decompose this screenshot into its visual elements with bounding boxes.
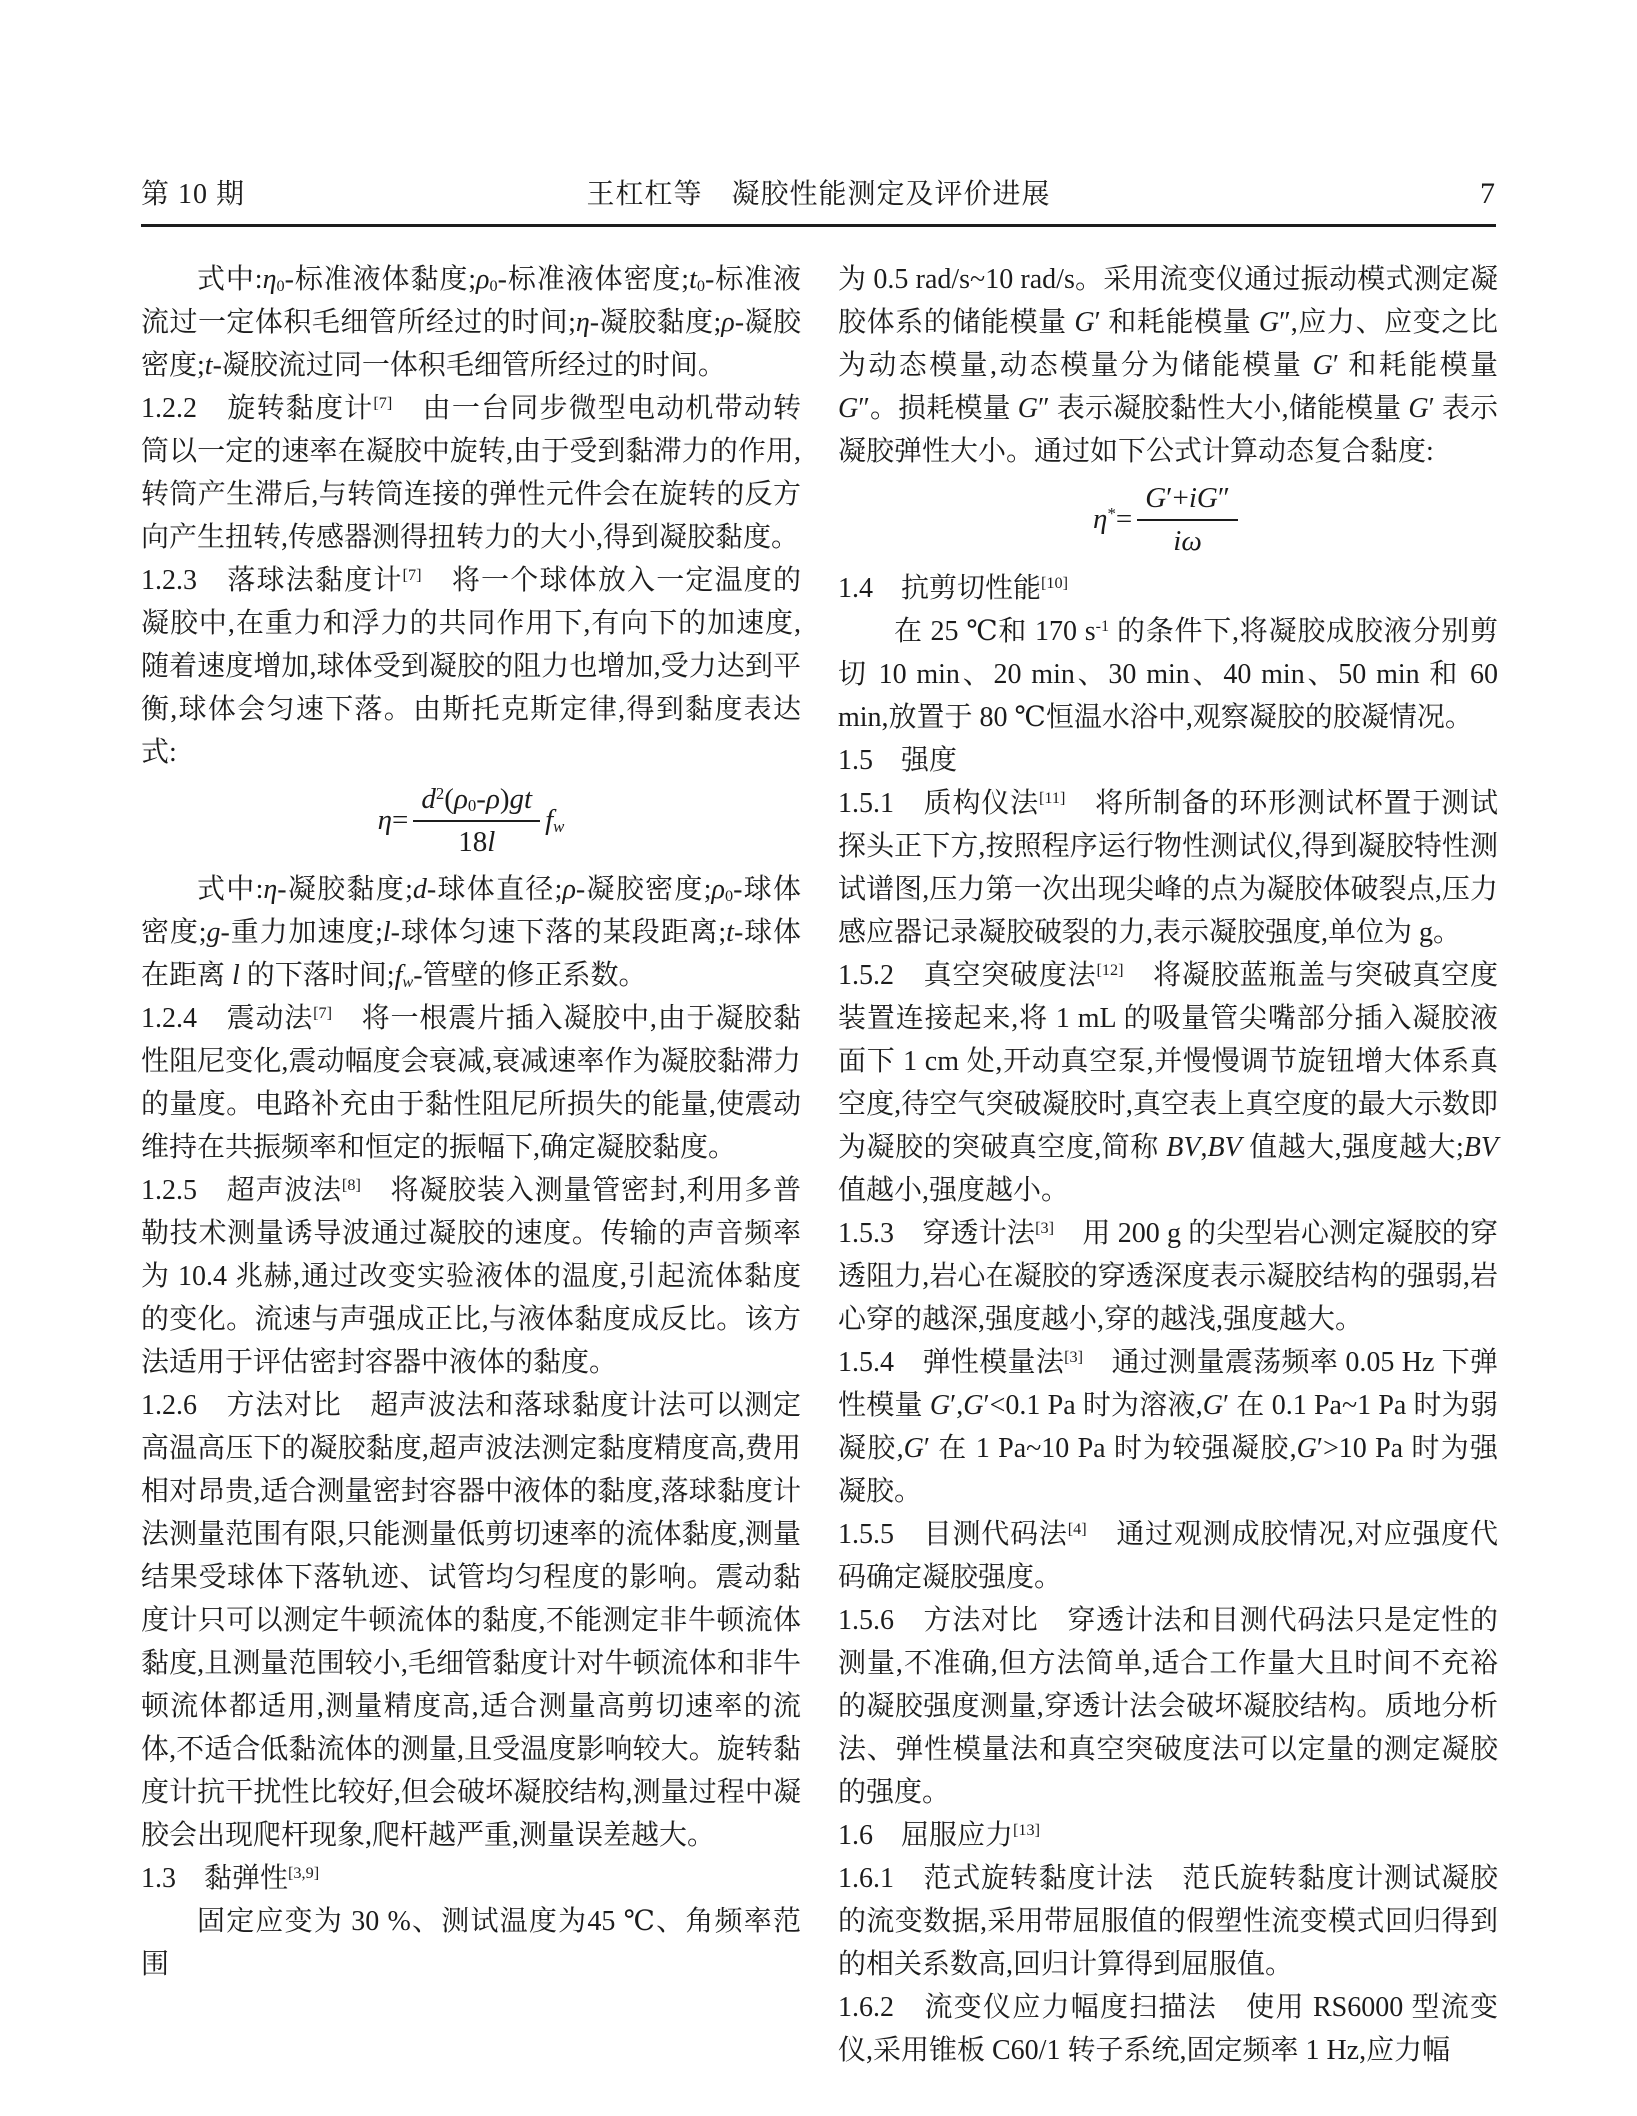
stokes-viscosity-formula xyxy=(141,782,801,860)
complex-viscosity-formula xyxy=(838,481,1498,559)
left-column xyxy=(141,258,801,2072)
para-viscoelasticity-continued: 为 0.5 rad/s~10 rad/s。采用流变仪通过振动模式测定凝胶体系的储能模量 G′ 和耗能模量 G″,应力、应变之比为动态模量,动态模量分为储能模量 G′ 和耗能模量 G″。损耗模量 G″ 表示凝胶黏性大小,储能模量 G′ 表示凝胶弹性大小。通过如下公式计算动态复合黏度: xyxy=(838,264,1498,467)
section-1-5-1-texture-analyzer: 1.5.1 质构仪法[11] 将所制备的环形测试杯置于测试探头正下方,按照程序运行物性测试仪,得到凝胶特性测试谱图,压力第一次出现尖峰的点为凝胶体破裂点,压力感应器记录凝胶破裂的力,表示凝胶强度,单位为 g。 xyxy=(838,787,1498,948)
heading-1-4-shear-resistance: 1.4 抗剪切性能[10] xyxy=(838,572,1069,604)
issue-number: 第 10 期 xyxy=(141,179,246,210)
para-stokes-variable-definitions: 式中:η-凝胶黏度;d-球体直径;ρ-凝胶密度$;\rho_0-$球体密度;g-重力加速度;l-球体匀速下落的某段距离;t-球体在距离 l 的下落时间$;f_w-$管壁的修正系数。 xyxy=(141,873,802,991)
para-capillary-variable-definitions: 式中$:\eta_0-$标准液体黏度$;\rho_0-$标准液体密度$;t_0-$标准液流过一定体积毛细管所经过的时间;η-凝胶黏度;ρ-凝胶密度;t-凝胶流过同一体积毛细管所经过的时间。 xyxy=(141,264,802,381)
section-1-2-3-falling-ball-viscometer: 1.2.3 落球法黏度计[7] 将一个球体放入一定温度的凝胶中,在重力和浮力的共同作用下,有向下的加速度,随着速度增加,球体受到凝胶的阻力也增加,受力达到平衡,球体会匀速下落。由斯托克斯定律,得到黏度表达式: xyxy=(141,565,801,768)
section-1-2-5-ultrasonic-method: 1.2.5 超声波法[8] 将凝胶装入测量管密封,利用多普勒技术测量诱导波通过凝胶的速度。传输的声音频率为 10.4 兆赫,通过改变实验液体的温度,引起流体黏度的变化。流速与声强成正比,与液体黏度成反比。该方法适用于评估密封容器中液体的黏度。 xyxy=(141,1174,801,1378)
right-column xyxy=(838,258,1498,2072)
header-rule xyxy=(141,224,1496,227)
formula-denominator: 18l xyxy=(458,825,496,858)
heading-1-5-strength: 1.5 强度 xyxy=(838,744,958,776)
formula-denominator: iω xyxy=(1173,524,1202,557)
section-1-5-6-method-comparison: 1.5.6 方法对比 穿透计法和目测代码法只是定性的测量,不准确,但方法简单,适合工作量大且时间不充裕的凝胶强度测量,穿透计法会破坏凝胶结构。质地分析法、弹性模量法和真空突破度法可以定量的测定凝胶的强度。 xyxy=(838,1604,1498,1808)
formula-lhs: η*= xyxy=(1093,503,1133,536)
section-1-5-5-visual-code: 1.5.5 目测代码法[4] 通过观测成胶情况,对应强度代码确定凝胶强度。 xyxy=(838,1518,1498,1593)
section-1-2-2-rotational-viscometer: 1.2.2 旋转黏度计[7] 由一台同步微型电动机带动转筒以一定的速率在凝胶中旋转,由于受到黏滞力的作用,转筒产生滞后,与转筒连接的弹性元件会在旋转的反方向产生扭转,传感器测得扭转力的大小,得到凝胶黏度。 xyxy=(141,393,801,553)
formula-numerator: $d^2(\rho_0-\rho)gt$ xyxy=(413,782,540,822)
section-1-6-1-fann-viscometer: 1.6.1 范式旋转黏度计法 范氏旋转黏度计测试凝胶的流变数据,采用带屈服值的假塑性流变模式回归得到的相关系数高,回归计算得到屈服值。 xyxy=(838,1862,1498,1980)
formula-fraction xyxy=(413,782,540,860)
page-header xyxy=(141,172,1496,212)
section-1-2-4-vibration-method: 1.2.4 震动法[7] 将一根震片插入凝胶中,由于凝胶黏性阻尼变化,震动幅度会衰减,衰减速率作为凝胶黏滞力的量度。电路补充由于黏性阻尼所损失的能量,使震动维持在共振频率和恒定的振幅下,确定凝胶黏度。 xyxy=(141,1002,801,1163)
formula-rhs: $f_w$ xyxy=(545,804,565,837)
section-1-5-2-vacuum-breakthrough: 1.5.2 真空突破度法[12] 将凝胶蓝瓶盖与突破真空度装置连接起来,将 1 mL 的吸量管尖嘴部分插入凝胶液面下 1 cm 处,开动真空泵,并慢慢调节旋钮增大体系真空度,待空气突破凝胶时,真空表上真空度的最大示数即为凝胶的突破真空度,简称 BV,BV 值越大,强度越大;BV 值越小,强度越小。 xyxy=(838,959,1498,1206)
page-body xyxy=(141,258,1496,2072)
para-viscoelasticity-conditions: 固定应变为 30 %、测试温度为45 ℃、角频率范围 xyxy=(141,1905,801,1980)
formula-numerator: G′+iG″ xyxy=(1137,481,1238,521)
section-1-6-2-rheometer-stress-sweep: 1.6.2 流变仪应力幅度扫描法 使用 RS6000 型流变仪,采用锥板 C60/1 转子系统,固定频率 1 Hz,应力幅 xyxy=(838,1991,1498,2066)
heading-1-6-yield-stress: 1.6 屈服应力[13] xyxy=(838,1819,1041,1851)
section-1-2-6-method-comparison: 1.2.6 方法对比 超声波法和落球黏度计法可以测定高温高压下的凝胶黏度,超声波法测定黏度精度高,费用相对昂贵,适合测量密封容器中液体的黏度,落球黏度计法测量范围有限,只能测量低剪切速率的流体黏度,测量结果受球体下落轨迹、试管均匀程度的影响。震动黏度计只可以测定牛顿流体的黏度,不能测定非牛顿流体黏度,且测量范围较小,毛细管黏度计对牛顿流体和非牛顿流体都适用,测量精度高,适合测量高剪切速率的流体,不适合低黏流体的测量,且受温度影响较大。旋转黏度计抗干扰性比较好,但会破坏凝胶结构,测量过程中凝胶会出现爬杆现象,爬杆越严重,测量误差越大。 xyxy=(141,1389,801,1851)
section-1-5-3-penetrometer: 1.5.3 穿透计法[3] 用 200 g 的尖型岩心测定凝胶的穿透阻力,岩心在凝胶的穿透深度表示凝胶结构的强弱,岩心穿的越深,强度越小,穿的越浅,强度越大。 xyxy=(838,1217,1498,1335)
formula-lhs: η= xyxy=(377,804,409,837)
page-number: 7 xyxy=(1480,177,1496,210)
running-title: 王杠杠等 凝胶性能测定及评价进展 xyxy=(586,179,1051,210)
heading-1-3-viscoelasticity: 1.3 黏弹性[3,9] xyxy=(141,1862,320,1894)
section-1-5-4-elastic-modulus: 1.5.4 弹性模量法[3] 通过测量震荡频率 0.05 Hz 下弹性模量 G′,G′<0.1 Pa 时为溶液,G′ 在 0.1 Pa~1 Pa 时为弱凝胶,G′ 在 1 Pa~10 Pa 时为较强凝胶,G′>10 Pa 时为强凝胶。 xyxy=(838,1346,1498,1507)
formula-fraction xyxy=(1137,481,1238,559)
para-shear-test-conditions: 在 25 ℃和 170 $s^{-1}$ 的条件下,将凝胶成胶液分别剪切 10 min、20 min、30 min、40 min、50 min 和 60 min,放置于 80 ℃恒温水浴中,观察凝胶的胶凝情况。 xyxy=(838,615,1498,733)
